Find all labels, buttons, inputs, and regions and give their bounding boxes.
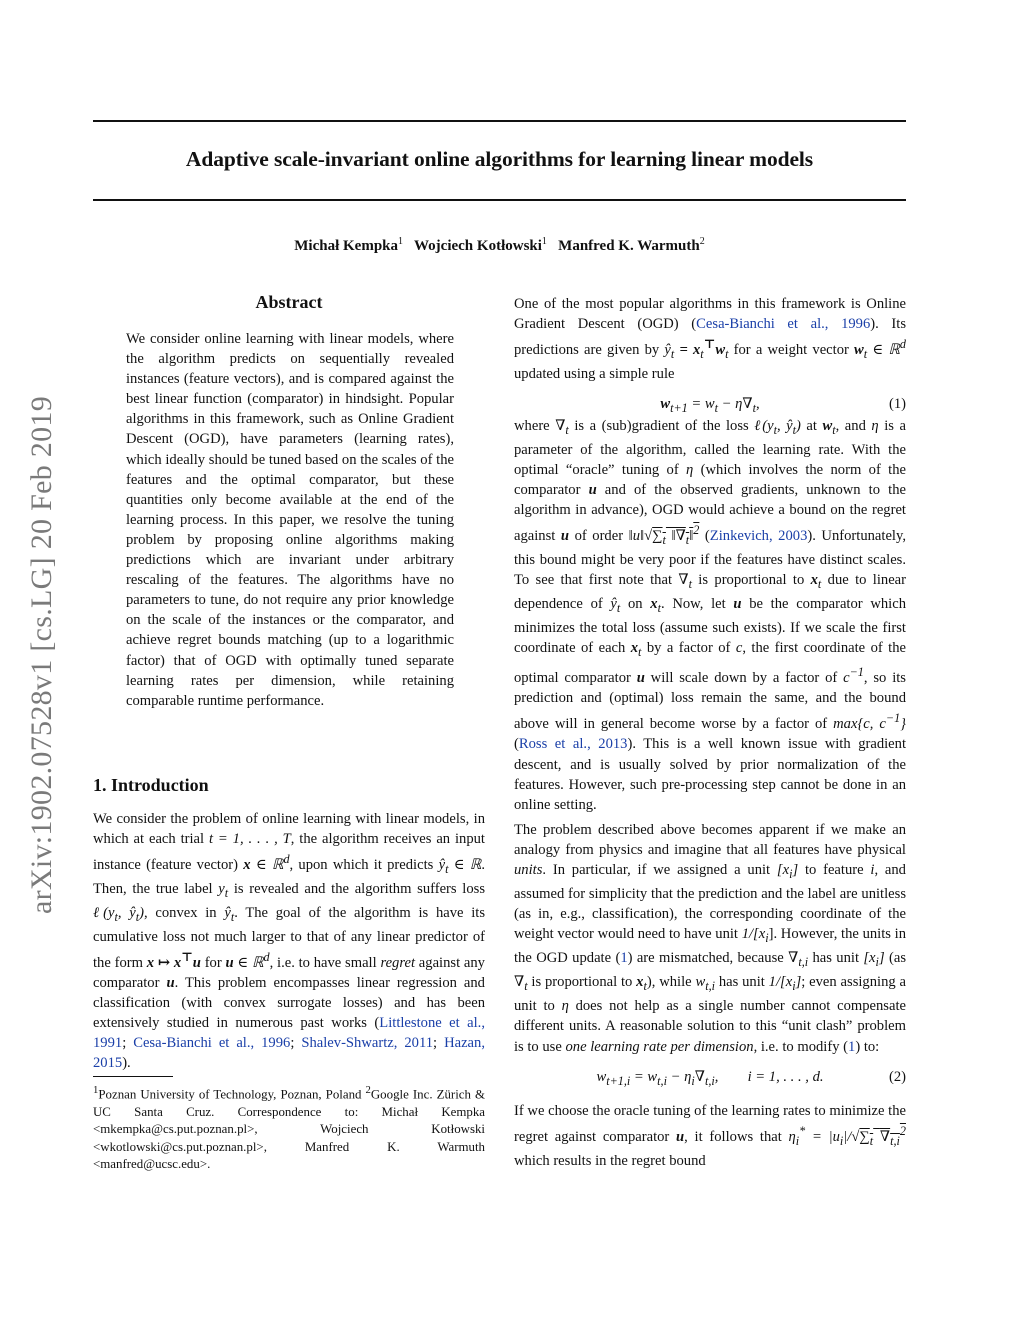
oracle-tuning-paragraph: where $\nabla_t$ is a (sub)gradient of the loss $\ell(y_t$, $ŷ_t$) at $w_t$, and η is a parameter of the algorithm, called the learning rate. With the optimal “oracle” tuning of η (which involves the norm of the comparator u and of the observed gradients, unknown to the algorithm in advance), OGD would achieve a bound on the regret against u of order $‖u‖√\sum_t$ $‖\nabla_t‖^2$ (Zinkevich, 2003). Unfortunately, this bound might be very poor if the features have distinct scales. To see that first note that $\nabla_t$ is proportional to $x_t$ due to linear dependence of $ŷ_t$ on $x_t$. Now, let u be the comparator which minimizes the total loss (assume such exists). If we scale the first coordinate of each $x_t$ by a factor of c, the first coordinate of the optimal comparator u will scale down by a factor of $c^{-1}$, so its prediction and (optimal) loss remain the same, and the bound above will in general become worse by a factor of max{c, $c^{-1}$} (Ross et al., 2013). This is a well known issue with gradient descent, and is usually solved by prior normalization of the features. However, such pre-processing step cannot be done in an online setting. [514, 418, 907, 813]
citation-link[interactable]: Ross et al., 2013 [518, 736, 628, 753]
equation-ref-link[interactable]: 1 [620, 950, 628, 967]
citation-link[interactable]: Cesa-Bianchi et al., 1996 [696, 316, 871, 333]
author-affiliation: 1 [398, 236, 404, 247]
footnote-rule [93, 1076, 173, 1077]
equation-number: (2) [888, 1068, 906, 1085]
paper-title: Adaptive scale-invariant online algorithms for learning linear models [185, 147, 814, 171]
abstract-heading: Abstract [255, 292, 323, 312]
citation-link[interactable]: Cesa-Bianchi et al., 1996 [133, 1035, 291, 1052]
citation-link[interactable]: Zinkevich, 2003 [709, 528, 808, 545]
citation-link[interactable]: Littlestone et al., 1991 [93, 1015, 485, 1052]
author-list [93, 236, 906, 255]
section-heading-introduction: 1. Introduction [93, 775, 209, 795]
citation-link[interactable]: Hazan, 2015 [93, 1035, 485, 1072]
equation-ref-link[interactable]: 1 [848, 1038, 856, 1055]
arxiv-side-stamp [22, 340, 62, 970]
intro-paragraph-1: We consider the problem of online learning with linear models, in which at each trial t = 1, . . . , T, the algorithm receives an input instance (feature vector) x ∈ ℝ$^d$, upon which it predicts $ŷ_t$ ∈ ℝ. Then, the true label $y_t$ is revealed and the algorithm suffers loss $\ell(y_t$, $ŷ_t$), convex in $ŷ_t$. The goal of the algorithm is have its cumulative loss not much larger to that of any linear predictor of the form x ↦ x⊤u for u ∈ ℝ$^d$, i.e. to have small regret against any comparator u. This problem encompasses linear regression and classification (with convex surrogate losses) and has been extensively studied in numerous past works (Littlestone et al., 1991; Cesa-Bianchi et al., 1996; Shalev-Shwartz, 2011; Hazan, 2015). [93, 811, 486, 1072]
units-paragraph: The problem described above becomes apparent if we make an analogy from physics and imagine that all features have physical units. In particular, if we assigned a unit $[x_i]$ to feature i, and assumed for simplicity that the prediction and the label are unitless (as in, e.g., classification), the corresponding coordinate of the weight vector would need to have unit $1/[x_i]$. However, the units in the OGD update (1) are mismatched, because $\nabla_{t,i}$ has unit $[x_i]$ (as $\nabla_t$ is proportional to $x_t$), while $w_{t,i}$ has unit $1/[x_i]$; even assigning a unit to η does not help as a single number cannot compensate different units. A reasonable solution to this “unit clash” problem is to use one learning rate per dimension, i.e. to modify (1) to: $w_{t+1,i} = w_{t,i} - \eta_i\nabla_{t,i}$, i = 1, . . . , d. (2) If we choose the oracle tuning of the learning rates to minimize the regret against comparator u, it follows that $\eta_i^* = |u_i|/√\sum_t$ $\nabla_{t,i}^2$ which results in the regret bound [514, 822, 907, 1169]
author-name: Michał Kempka [294, 238, 399, 254]
equation-1: $w_{t+1} = w_t - \eta\nabla_t$, (1) [660, 396, 906, 416]
equation-number: (1) [888, 396, 906, 413]
author-affiliation: 2 [699, 236, 705, 247]
affiliation-footnote: $^1$Poznan University of Technology, Poznan, Poland $^2$Google Inc. Zürich & UC Santa Cruz. Correspondence to: Michał Kempka <mkempka@cs.put.poznan.pl>, Wojciech Kotłowski <wkotlowski@cs.put.poznan.pl>, Manfred K. Warmuth <manfred@ucsc.edu>. [93, 1084, 485, 1172]
arxiv-identifier: arXiv:1902.07528v1 [cs.LG] 20 Feb 2019 [25, 395, 58, 915]
title-bottom-rule [93, 199, 906, 201]
author-affiliation: 1 [541, 236, 547, 247]
equation-2: $w_{t+1,i} = w_{t,i} - \eta_i\nabla_{t,i}$, i = 1, . . . , d. (2) [596, 1068, 906, 1088]
author-name: Manfred K. Warmuth [558, 238, 700, 254]
abstract-text: We consider online learning with linear models, where the algorithm predicts on sequentially revealed instances (feature vectors), and is compared against the best linear function (comparator) in hindsight. Popular algorithms in this framework, such as Online Gradient Descent (OGD), have parameters (learning rates), which ideally should be tuned based on the scales of the features and the optimal comparator, but these quantities only become available at the end of the learning process. In this paper, we resolve the tuning problem by proposing online algorithms making predictions which are invariant under arbitrary rescaling of the features. The algorithms have no parameters to tune, do not require any prior knowledge on the scale of the instances or the comparator, and achieve regret bounds matching (up to a logarithmic factor) that of OGD with optimally tuned separate learning rates per dimension, while retaining comparable runtime performance. [126, 331, 454, 709]
author-name: Wojciech Kotłowski [414, 238, 542, 254]
top-rule [93, 120, 906, 122]
abstract-body [126, 329, 454, 711]
citation-link[interactable]: Shalev-Shwartz, 2011 [301, 1035, 434, 1052]
introduction-paragraph [93, 809, 485, 1074]
ogd-paragraph: One of the most popular algorithms in this framework is Online Gradient Descent (OGD) (Cesa-Bianchi et al., 1996). Its predictions are given by $ŷ_t = x_t^⊤w_t$ for a weight vector $w_t$ ∈ ℝ$^d$ updated using a simple rule $w_{t+1} = w_t - \eta\nabla_t$, (1) [514, 294, 906, 428]
